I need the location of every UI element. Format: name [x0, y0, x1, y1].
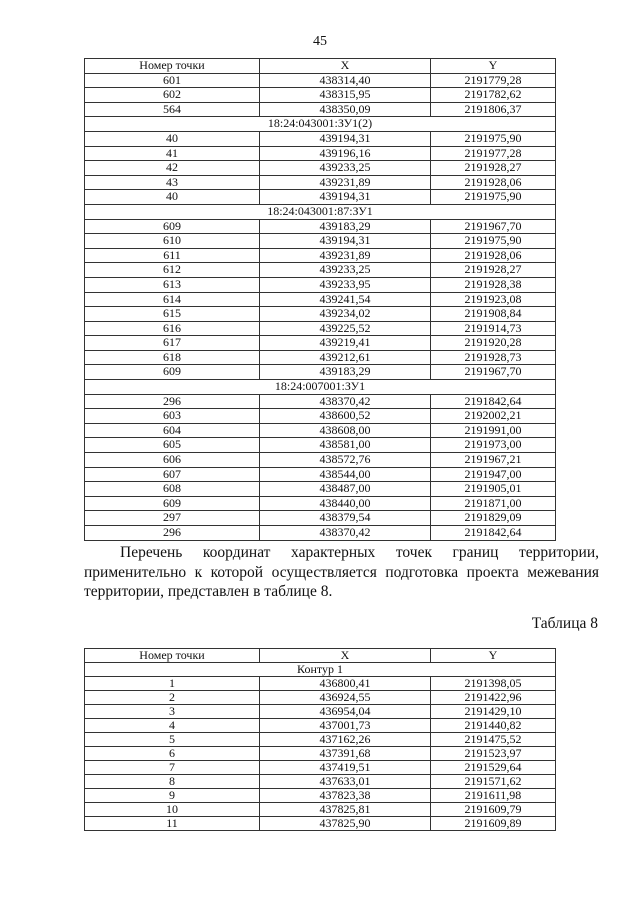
table-row [85, 307, 556, 322]
table-row [85, 219, 556, 234]
table-row [85, 423, 556, 438]
table-row [85, 719, 556, 733]
y-cell: 2191991,00 [431, 423, 556, 438]
x-cell: 438379,54 [260, 511, 431, 526]
table-row [85, 365, 556, 380]
x-cell: 438608,00 [260, 423, 431, 438]
x-cell: 438544,00 [260, 467, 431, 482]
x-cell: 439233,25 [260, 263, 431, 278]
x-cell: 439183,29 [260, 219, 431, 234]
table-row [85, 146, 556, 161]
point-number-cell: 608 [85, 482, 260, 497]
table-row [85, 394, 556, 409]
point-number-cell: 7 [85, 761, 260, 775]
x-cell: 439194,31 [260, 234, 431, 249]
point-number-cell: 614 [85, 292, 260, 307]
page-number: 45 [313, 34, 327, 49]
table-row [85, 350, 556, 365]
table-row [85, 496, 556, 511]
point-number-cell: 9 [85, 789, 260, 803]
section-title: 18:24:043001:87:ЗУ1 [85, 204, 556, 219]
table-row [85, 336, 556, 351]
x-cell: 439212,61 [260, 350, 431, 365]
x-cell: 438581,00 [260, 438, 431, 453]
table-row [85, 761, 556, 775]
y-cell: 2191871,00 [431, 496, 556, 511]
section-row [85, 663, 556, 677]
point-number-cell: 43 [85, 175, 260, 190]
x-cell: 439233,95 [260, 277, 431, 292]
table-row [85, 467, 556, 482]
table-row [85, 88, 556, 103]
x-cell: 436800,41 [260, 677, 431, 691]
point-number-cell: 6 [85, 747, 260, 761]
point-number-cell: 2 [85, 691, 260, 705]
y-cell: 2191977,28 [431, 146, 556, 161]
x-cell: 439194,31 [260, 131, 431, 146]
table-row [85, 234, 556, 249]
body-paragraph: Перечень координат характерных точек границ территории, применительно к которой осуществляется подготовка проекта межевания территории, представлен в таблице 8. [84, 544, 599, 600]
table-row [85, 248, 556, 263]
table-row [85, 277, 556, 292]
point-number-cell: 10 [85, 803, 260, 817]
coordinates-table-continued [84, 58, 556, 541]
point-number-cell: 604 [85, 423, 260, 438]
table-row [85, 292, 556, 307]
point-number-cell: 612 [85, 263, 260, 278]
section-title: 18:24:007001:ЗУ1 [85, 380, 556, 395]
point-number-cell: 609 [85, 365, 260, 380]
point-number-cell: 5 [85, 733, 260, 747]
point-number-cell: 40 [85, 131, 260, 146]
y-cell: 2191829,09 [431, 511, 556, 526]
table-row [85, 817, 556, 831]
x-cell: 439234,02 [260, 307, 431, 322]
point-number-cell: 613 [85, 277, 260, 292]
section-row [85, 117, 556, 132]
table-row [85, 438, 556, 453]
y-cell: 2191422,96 [431, 691, 556, 705]
y-cell: 2191523,97 [431, 747, 556, 761]
y-cell: 2191782,62 [431, 88, 556, 103]
y-cell: 2191611,98 [431, 789, 556, 803]
point-number-cell: 615 [85, 307, 260, 322]
x-cell: 438370,42 [260, 526, 431, 541]
x-cell: 439194,31 [260, 190, 431, 205]
point-number-cell: 297 [85, 511, 260, 526]
y-cell: 2191571,62 [431, 775, 556, 789]
point-number-cell: 609 [85, 496, 260, 511]
section-row [85, 204, 556, 219]
table-row [85, 526, 556, 541]
x-cell: 438315,95 [260, 88, 431, 103]
point-number-cell: 564 [85, 102, 260, 117]
y-cell: 2191475,52 [431, 733, 556, 747]
point-number-cell: 3 [85, 705, 260, 719]
y-cell: 2191967,70 [431, 365, 556, 380]
section-title: 18:24:043001:ЗУ1(2) [85, 117, 556, 132]
point-number-cell: 603 [85, 409, 260, 424]
table-row [85, 733, 556, 747]
table-row [85, 409, 556, 424]
table-row [85, 131, 556, 146]
y-cell: 2191967,21 [431, 453, 556, 468]
table-row [85, 677, 556, 691]
point-number-cell: 611 [85, 248, 260, 263]
y-cell: 2191928,06 [431, 248, 556, 263]
point-number-cell: 11 [85, 817, 260, 831]
point-number-cell: 4 [85, 719, 260, 733]
y-cell: 2192002,21 [431, 409, 556, 424]
x-cell: 438440,00 [260, 496, 431, 511]
x-cell: 439231,89 [260, 248, 431, 263]
table-row [85, 175, 556, 190]
y-cell: 2191842,64 [431, 394, 556, 409]
y-cell: 2191842,64 [431, 526, 556, 541]
column-header: Номер точки [85, 59, 260, 74]
table-header-row [85, 59, 556, 74]
table-header-row [85, 649, 556, 663]
y-cell: 2191975,90 [431, 234, 556, 249]
x-cell: 438600,52 [260, 409, 431, 424]
x-cell: 436954,04 [260, 705, 431, 719]
x-cell: 437825,90 [260, 817, 431, 831]
table-row [85, 789, 556, 803]
table-row [85, 775, 556, 789]
x-cell: 438487,00 [260, 482, 431, 497]
y-cell: 2191914,73 [431, 321, 556, 336]
point-number-cell: 40 [85, 190, 260, 205]
y-cell: 2191908,84 [431, 307, 556, 322]
y-cell: 2191779,28 [431, 73, 556, 88]
x-cell: 436924,55 [260, 691, 431, 705]
column-header: X [260, 649, 431, 663]
point-number-cell: 607 [85, 467, 260, 482]
table-row [85, 747, 556, 761]
y-cell: 2191928,38 [431, 277, 556, 292]
y-cell: 2191975,90 [431, 131, 556, 146]
table-caption: Таблица 8 [531, 615, 598, 632]
section-row [85, 380, 556, 395]
table-row [85, 73, 556, 88]
x-cell: 437823,38 [260, 789, 431, 803]
x-cell: 437419,51 [260, 761, 431, 775]
point-number-cell: 1 [85, 677, 260, 691]
table-row [85, 263, 556, 278]
section-title: Контур 1 [85, 663, 556, 677]
y-cell: 2191975,90 [431, 190, 556, 205]
point-number-cell: 617 [85, 336, 260, 351]
y-cell: 2191928,73 [431, 350, 556, 365]
point-number-cell: 296 [85, 394, 260, 409]
y-cell: 2191947,00 [431, 467, 556, 482]
x-cell: 439183,29 [260, 365, 431, 380]
x-cell: 439196,16 [260, 146, 431, 161]
x-cell: 438572,76 [260, 453, 431, 468]
y-cell: 2191928,27 [431, 263, 556, 278]
table-row [85, 705, 556, 719]
point-number-cell: 296 [85, 526, 260, 541]
y-cell: 2191973,00 [431, 438, 556, 453]
point-number-cell: 605 [85, 438, 260, 453]
y-cell: 2191398,05 [431, 677, 556, 691]
x-cell: 437633,01 [260, 775, 431, 789]
column-header: Номер точки [85, 649, 260, 663]
y-cell: 2191429,10 [431, 705, 556, 719]
x-cell: 439231,89 [260, 175, 431, 190]
point-number-cell: 610 [85, 234, 260, 249]
y-cell: 2191928,27 [431, 161, 556, 176]
table-row [85, 691, 556, 705]
table-row [85, 511, 556, 526]
y-cell: 2191609,89 [431, 817, 556, 831]
y-cell: 2191806,37 [431, 102, 556, 117]
x-cell: 438350,09 [260, 102, 431, 117]
point-number-cell: 609 [85, 219, 260, 234]
x-cell: 437162,26 [260, 733, 431, 747]
point-number-cell: 601 [85, 73, 260, 88]
x-cell: 439219,41 [260, 336, 431, 351]
table-row [85, 102, 556, 117]
y-cell: 2191440,82 [431, 719, 556, 733]
x-cell: 439241,54 [260, 292, 431, 307]
point-number-cell: 41 [85, 146, 260, 161]
table-row [85, 803, 556, 817]
table-row [85, 482, 556, 497]
y-cell: 2191967,70 [431, 219, 556, 234]
y-cell: 2191923,08 [431, 292, 556, 307]
x-cell: 437825,81 [260, 803, 431, 817]
coordinates-table-8 [84, 648, 556, 831]
point-number-cell: 606 [85, 453, 260, 468]
x-cell: 437001,73 [260, 719, 431, 733]
x-cell: 438314,40 [260, 73, 431, 88]
column-header: X [260, 59, 431, 74]
point-number-cell: 8 [85, 775, 260, 789]
x-cell: 438370,42 [260, 394, 431, 409]
table-row [85, 321, 556, 336]
x-cell: 439233,25 [260, 161, 431, 176]
x-cell: 437391,68 [260, 747, 431, 761]
point-number-cell: 602 [85, 88, 260, 103]
point-number-cell: 616 [85, 321, 260, 336]
y-cell: 2191529,64 [431, 761, 556, 775]
table-row [85, 453, 556, 468]
point-number-cell: 42 [85, 161, 260, 176]
table-row [85, 161, 556, 176]
y-cell: 2191920,28 [431, 336, 556, 351]
column-header: Y [431, 59, 556, 74]
y-cell: 2191609,79 [431, 803, 556, 817]
y-cell: 2191928,06 [431, 175, 556, 190]
y-cell: 2191905,01 [431, 482, 556, 497]
column-header: Y [431, 649, 556, 663]
point-number-cell: 618 [85, 350, 260, 365]
x-cell: 439225,52 [260, 321, 431, 336]
table-row [85, 190, 556, 205]
